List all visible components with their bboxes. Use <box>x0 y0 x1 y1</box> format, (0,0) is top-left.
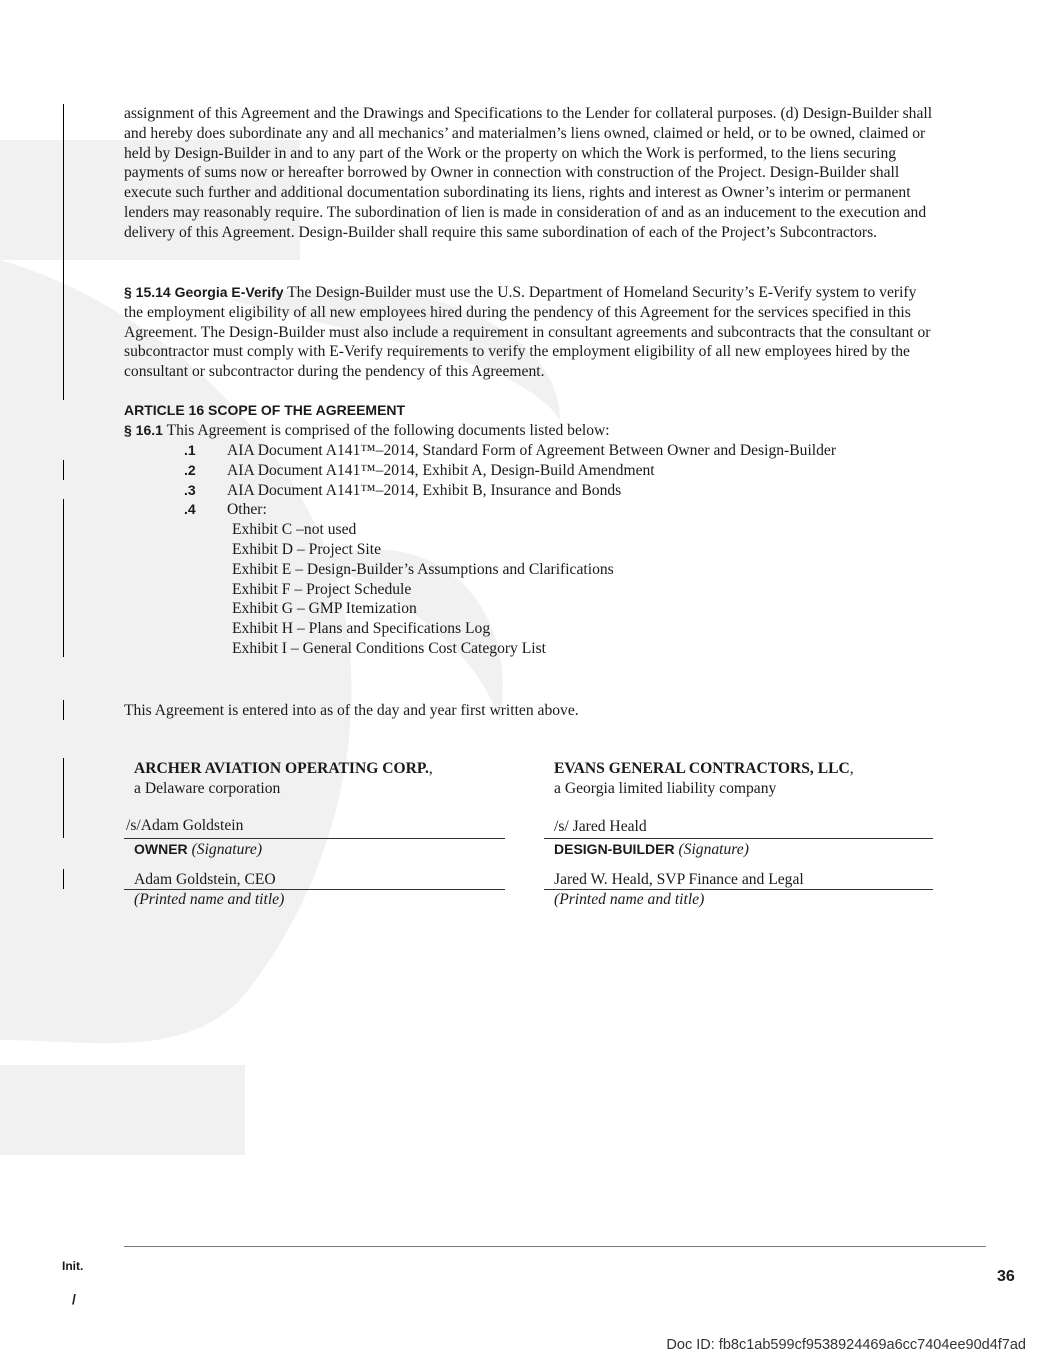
paragraph-text: assignment of this Agreement and the Drawings and Specifications to the Lender for collateral purposes. (d) Design-Builder shall and hereby does subordinate any and all mechanics’ and materialmen’s liens owned, claimed or held, or to be owned, claimed or held by Design-Builder in and to any part of the Work or the property on which the Work is performed, to the liens securing payments of sums now or hereafter borrowed by Owner in connection with construction of the Project. Design-Builder shall execute such further and additional documentation subordinating its liens, rights and interest as Owner’s interim or permanent lenders may reasonably require. The subordination of lien is made in consideration of and as an inducement to the execution and delivery of this Agreement. Design-Builder shall require this same subordination of each of the Project’s Subcontractors. <box>124 105 933 241</box>
design-builder-name: EVANS GENERAL CONTRACTORS, LLC, <box>554 760 854 777</box>
owner-name: ARCHER AVIATION OPERATING CORP., <box>134 760 433 777</box>
design-builder-description: a Georgia limited liability company <box>554 780 777 797</box>
revision-bar <box>63 460 64 480</box>
exhibit-item: Exhibit F – Project Schedule <box>232 580 412 598</box>
owner-description: a Delaware corporation <box>134 780 281 797</box>
initials-label: Init. <box>62 1259 84 1273</box>
article-16 <box>124 401 934 441</box>
list-text: AIA Document A141™–2014, Exhibit A, Design-Build Amendment <box>227 461 655 479</box>
revision-bar <box>63 758 64 838</box>
section-label: § 16.1 <box>124 421 163 438</box>
owner-role: OWNER (Signature) <box>134 841 263 858</box>
section-text: The Design-Builder must use the U.S. Department of Homeland Security’s E-Verify system to verify the employment eligibility of all new employees hired during the pendency of this Agreement for the services specified in this Agreement. The Design-Builder must also include a requirement in consultant agreements and subcontracts that the consultant or subcontractor must comply with E-Verify requirements to verify the employment eligibility of all new employees hired by the consultant or subcontractor during the pendency of this Agreement. <box>124 284 931 381</box>
section-15-14 <box>124 283 934 382</box>
list-number: .1 <box>184 442 196 458</box>
design-builder-role: DESIGN-BUILDER (Signature) <box>554 841 749 858</box>
list-item <box>124 461 934 481</box>
owner-signature: /s/Adam Goldstein <box>126 817 244 834</box>
owner-name-line <box>124 889 505 890</box>
list-text: AIA Document A141™–2014, Standard Form of Agreement Between Owner and Design-Builder <box>227 442 837 459</box>
owner-printed-note: (Printed name and title) <box>134 891 285 908</box>
entered-statement: This Agreement is entered into as of the day and year first written above. <box>124 702 579 719</box>
section-text: This Agreement is comprised of the following documents listed below: <box>166 421 610 439</box>
owner-printed-name: Adam Goldstein, CEO <box>134 871 276 888</box>
lien-subordination-paragraph <box>124 104 934 243</box>
design-builder-name-line <box>544 889 933 890</box>
exhibit-item: Exhibit C –not used <box>232 521 357 539</box>
list-item <box>124 481 934 501</box>
design-builder-printed-name: Jared W. Heald, SVP Finance and Legal <box>554 871 804 888</box>
owner-signature-line <box>124 838 505 839</box>
list-number: .3 <box>184 481 196 498</box>
article-heading: ARTICLE 16 SCOPE OF THE AGREEMENT <box>124 402 406 418</box>
exhibit-item: Exhibit E – Design-Builder’s Assumptions and Clarifications <box>232 560 614 578</box>
revision-bar <box>63 104 64 400</box>
doc-id: Doc ID: fb8c1ab599cf9538924469a6cc7404ee90d4f7ad <box>666 1337 1026 1353</box>
revision-bar <box>63 869 64 889</box>
list-number: .2 <box>184 461 196 478</box>
list-item <box>124 500 934 520</box>
section-label: § 15.14 Georgia E-Verify <box>124 284 284 300</box>
design-builder-printed-note: (Printed name and title) <box>554 891 705 908</box>
revision-bar <box>63 700 64 720</box>
design-builder-signature: /s/ Jared Heald <box>554 818 647 835</box>
exhibit-item: Exhibit D – Project Site <box>232 540 381 558</box>
list-text: AIA Document A141™–2014, Exhibit B, Insurance and Bonds <box>227 481 622 499</box>
exhibit-item: Exhibit G – GMP Itemization <box>232 600 417 618</box>
exhibit-item: Exhibit I – General Conditions Cost Category List <box>232 639 547 657</box>
revision-bar <box>63 499 64 657</box>
list-number: .4 <box>184 501 196 518</box>
footer-rule <box>124 1246 986 1247</box>
initials-slash: / <box>72 1291 76 1307</box>
list-item <box>124 441 934 461</box>
design-builder-signature-line <box>544 838 933 839</box>
document-list <box>124 441 934 659</box>
page-number: 36 <box>997 1268 1015 1285</box>
list-text: Other: <box>227 501 267 519</box>
exhibit-item: Exhibit H – Plans and Specifications Log <box>232 620 491 638</box>
